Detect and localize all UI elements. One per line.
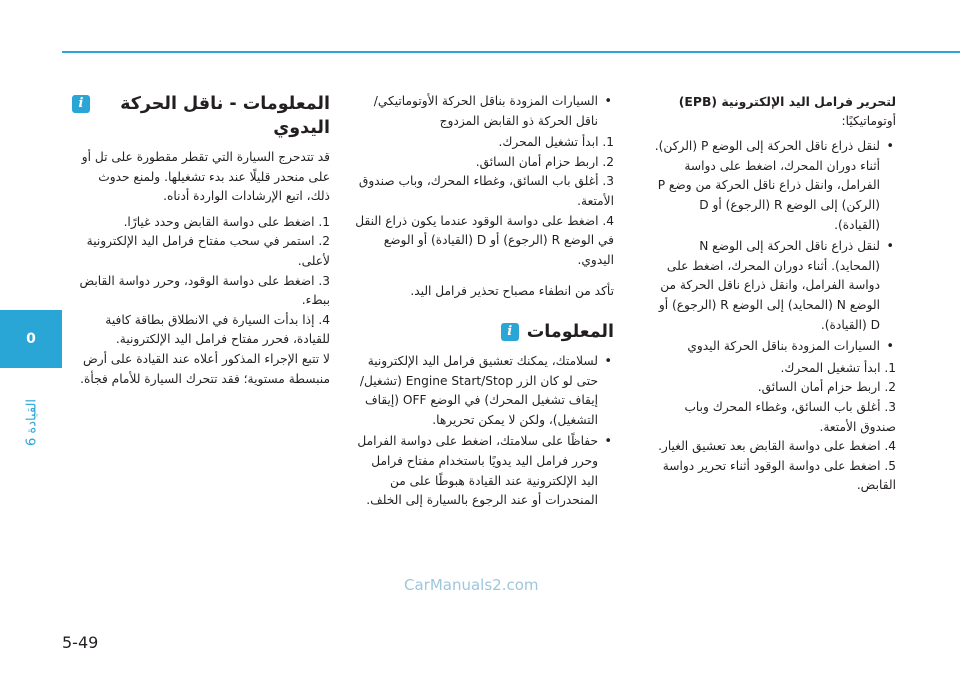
list-item: • السيارات المزودة بناقل الحركة اليدوي xyxy=(652,337,896,357)
list-item: 1. ابدأ تشغيل المحرك. xyxy=(780,360,896,375)
right-bullets xyxy=(652,137,896,357)
middle-column xyxy=(352,92,614,513)
right-column xyxy=(652,92,896,496)
right-steps xyxy=(652,359,896,496)
chapter-number: 0 xyxy=(26,331,36,347)
list-item: • السيارات المزودة بناقل الحركة الأوتوماتيكي/ ناقل الحركة ذو القابض المزدوج xyxy=(352,92,614,131)
list-item: 5. اضغط على دواسة الوقود أثناء تحرير دواسة القابض. xyxy=(662,458,896,493)
watermark-text: CarManuals2.com xyxy=(404,576,539,594)
list-item: 3. اضغط على دواسة الوقود، وحرر دواسة القابض ببطء. xyxy=(79,273,330,308)
list-item: 1. ابدأ تشغيل المحرك. xyxy=(498,135,614,150)
list-item: • لسلامتك، يمكنك تعشيق فرامل اليد الإلكترونية حتى لو كان الزر Engine Start/Stop (تشغيل/ إيقاف تشغيل المحرك) في الوضع OFF (إيقاف التشغيل)، ولكن لا يمكن تحريرها. xyxy=(352,352,614,430)
info-title-text: المعلومات xyxy=(526,321,614,342)
release-epb-subheading: أوتوماتيكيًا: xyxy=(841,113,896,128)
list-item: 2. استمر في سحب مفتاح فرامل اليد الإلكترونية لأعلى. xyxy=(86,234,330,268)
manual-info-intro: قد تتدحرج السيارة التي تقطر مقطورة على تل أو على منحدر قليلًا عند بدء تشغيلها. ولمنع حدوث ذلك، اتبع الإرشادات الواردة أدناه. xyxy=(81,150,330,204)
list-item: • حفاظًا على سلامتك، اضغط على دواسة الفرامل وحرر فرامل اليد يدويًا باستخدام مفتاح فرامل اليد الإلكترونية عند القيادة هبوطًا على من المنحدرات أو عند الرجوع بالسيارة إلى الخلف. xyxy=(352,432,614,510)
top-rule xyxy=(62,51,960,53)
info-icon: i xyxy=(501,323,519,341)
middle-top-bullets xyxy=(352,92,614,131)
list-item: 4. اضغط على دواسة القابض بعد تعشيق الغيار. xyxy=(658,439,896,454)
list-item: • لنقل ذراع ناقل الحركة إلى الوضع P (الركن). أثناء دوران المحرك، اضغط على دواسة الفرامل، وانقل ذراع ناقل الحركة من وضع P (الركن) إلى الوضع R (الرجوع) أو D (القيادة). xyxy=(652,137,896,235)
warning-lamp-note: تأكد من انطفاء مصباح تحذير فرامل اليد. xyxy=(410,284,614,299)
chapter-tab xyxy=(0,310,62,368)
left-column xyxy=(72,92,330,389)
list-item: 4. اضغط على دواسة الوقود عندما يكون ذراع النقل في الوضع R (الرجوع) أو D (القيادة) أو الوضع اليدوي. xyxy=(355,213,614,267)
list-item: 1. اضغط على دواسة القابض وحدد غيارًا. xyxy=(123,214,330,229)
list-item: 3. أغلق باب السائق، وغطاء المحرك وباب صندوق الأمتعة. xyxy=(684,399,896,434)
info-section-title xyxy=(352,320,614,344)
middle-steps xyxy=(352,133,614,270)
left-steps xyxy=(72,213,330,389)
list-item: 3. أغلق باب السائق، وغطاء المحرك، وباب صندوق الأمتعة. xyxy=(358,174,614,208)
manual-info-section-title xyxy=(72,92,330,140)
page-number: 5-49 xyxy=(62,633,99,652)
list-item: • لنقل ذراع ناقل الحركة إلى الوضع N (المحايد). أثناء دوران المحرك، اضغط على دواسة الفرامل، وانقل ذراع ناقل الحركة من الوضع N (المحايد) إلى الوضع R (الرجوع) أو D (القيادة). xyxy=(652,237,896,335)
release-epb-heading: لتحرير فرامل اليد الإلكترونية (EPB) xyxy=(678,94,896,109)
manual-info-title-text: المعلومات - ناقل الحركة اليدوي xyxy=(120,94,330,138)
list-item: لا تتبع الإجراء المذكور أعلاه عند القيادة على أرض منبسطة مستوية؛ فقد تتحرك السيارة للأمام فجأة. xyxy=(80,351,330,386)
info-icon: i xyxy=(72,95,90,113)
middle-info-bullets xyxy=(352,352,614,511)
chapter-label: القيادة 6 xyxy=(24,398,40,446)
list-item: 4. إذا بدأت السيارة في الانطلاق بطاقة كافية للقيادة، فحرر مفتاح فرامل اليد الإلكترونية. xyxy=(105,312,330,347)
list-item: 2. اربط حزام أمان السائق. xyxy=(475,154,614,169)
list-item: 2. اربط حزام أمان السائق. xyxy=(757,380,896,395)
